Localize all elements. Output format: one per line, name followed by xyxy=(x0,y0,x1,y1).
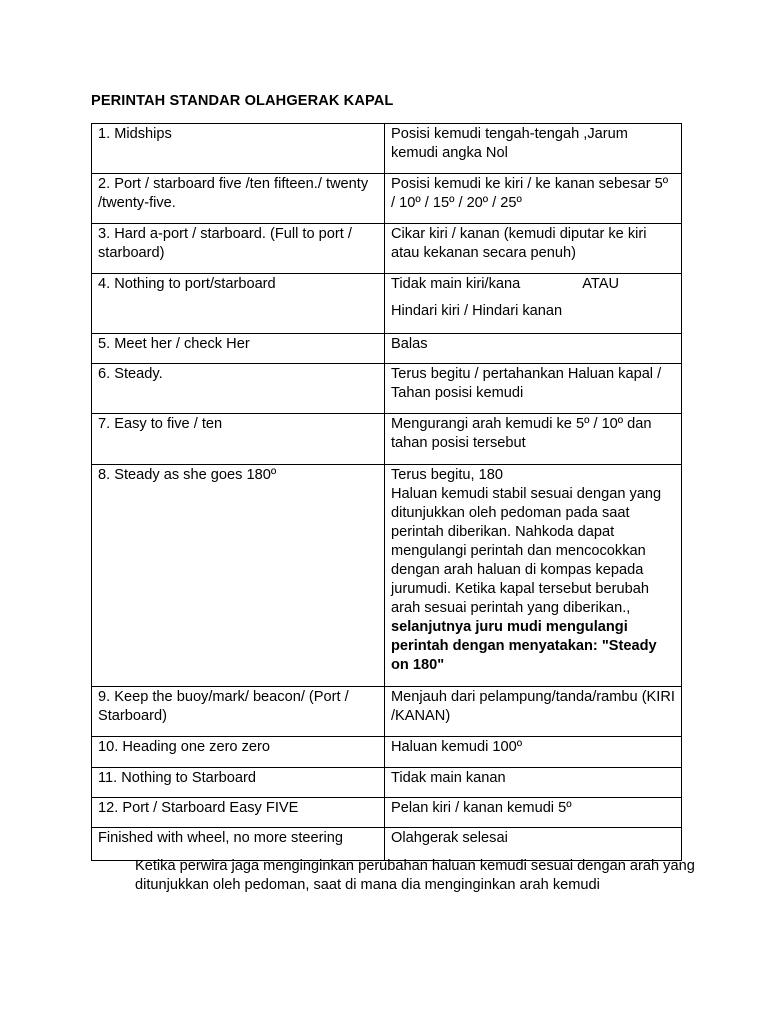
command-cell: 6. Steady. xyxy=(92,364,385,414)
table-row xyxy=(92,798,682,828)
table-row xyxy=(92,174,682,224)
meaning-cell: Menjauh dari pelampung/tanda/rambu (KIRI /KANAN) xyxy=(385,687,682,737)
meaning-cell xyxy=(385,274,682,334)
meaning-cell: Tidak main kanan xyxy=(385,768,682,798)
meaning-text-alt: Hindari kiri / Hindari kanan xyxy=(391,303,563,319)
steering-commands-table xyxy=(91,123,682,861)
table-row xyxy=(92,465,682,687)
meaning-cell: Balas xyxy=(385,334,682,364)
footer-paragraph: Ketika perwira jaga menginginkan perubahan haluan kemudi sesuai dengan arah yang ditunjukkan oleh pedoman, saat di mana dia menginginkan arah kemudi xyxy=(135,858,695,893)
table-row xyxy=(92,737,682,768)
table-row xyxy=(92,364,682,414)
command-cell: 8. Steady as she goes 180º xyxy=(92,465,385,687)
command-cell: 4. Nothing to port/starboard xyxy=(92,274,385,334)
meaning-cell: Cikar kiri / kanan (kemudi diputar ke kiri atau kekanan secara penuh) xyxy=(385,224,682,274)
meaning-cell: Olahgerak selesai xyxy=(385,828,682,861)
command-cell: 9. Keep the buoy/mark/ beacon/ (Port / Starboard) xyxy=(92,687,385,737)
meaning-cell: Mengurangi arah kemudi ke 5º / 10º dan tahan posisi tersebut xyxy=(385,414,682,465)
meaning-explanation: Haluan kemudi stabil sesuai dengan yang ditunjukkan oleh pedoman pada saat perintah diberikan. Nahkoda dapat mengulangi perintah dan mencocokkan dengan arah haluan di kompas kepada jurumudi. Ketika kapal tersebut berubah arah sesuai perintah yang diberikan., xyxy=(391,486,662,616)
meaning-cell: Haluan kemudi 100º xyxy=(385,737,682,768)
command-cell: 2. Port / starboard five /ten fifteen./ twenty /twenty-five. xyxy=(92,174,385,224)
command-cell: 1. Midships xyxy=(92,124,385,174)
meaning-cell xyxy=(385,465,682,687)
command-cell: 3. Hard a-port / starboard. (Full to port / starboard) xyxy=(92,224,385,274)
table-row xyxy=(92,768,682,798)
table-row xyxy=(92,414,682,465)
table-row xyxy=(92,224,682,274)
meaning-cell: Posisi kemudi tengah-tengah ,Jarum kemudi angka Nol xyxy=(385,124,682,174)
command-cell: Finished with wheel, no more steering xyxy=(92,828,385,861)
document-title: PERINTAH STANDAR OLAHGERAK KAPAL xyxy=(91,93,394,109)
table-row xyxy=(92,334,682,364)
command-cell: 5. Meet her / check Her xyxy=(92,334,385,364)
meaning-cell: Terus begitu / pertahankan Haluan kapal / Tahan posisi kemudi xyxy=(385,364,682,414)
command-cell: 7. Easy to five / ten xyxy=(92,414,385,465)
table-row xyxy=(92,124,682,174)
command-cell: 11. Nothing to Starboard xyxy=(92,768,385,798)
table-row xyxy=(92,828,682,861)
table-row xyxy=(92,687,682,737)
meaning-text: Tidak main kiri/kana xyxy=(391,276,521,292)
command-cell: 12. Port / Starboard Easy FIVE xyxy=(92,798,385,828)
command-cell: 10. Heading one zero zero xyxy=(92,737,385,768)
meaning-emphasis: selanjutnya juru mudi mengulangi perintah dengan menyatakan: "Steady on 180" xyxy=(391,619,657,673)
meaning-cell: Posisi kemudi ke kiri / ke kanan sebesar 5º / 10º / 15º / 20º / 25º xyxy=(385,174,682,224)
meaning-cell: Pelan kiri / kanan kemudi 5º xyxy=(385,798,682,828)
alternative-label: ATAU xyxy=(582,276,619,292)
table-row xyxy=(92,274,682,334)
meaning-text: Terus begitu, 180 xyxy=(391,467,503,483)
